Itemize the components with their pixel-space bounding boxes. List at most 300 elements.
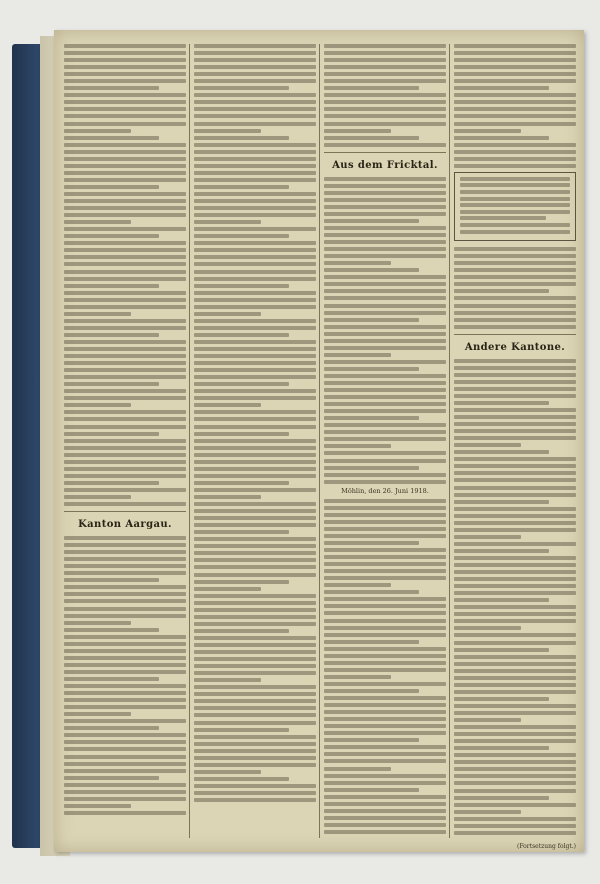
text-line	[324, 205, 446, 209]
text-line	[454, 380, 576, 384]
text-line	[324, 44, 446, 48]
text-line	[324, 254, 446, 258]
text-line	[324, 541, 419, 545]
text-line	[194, 453, 316, 457]
text-line	[454, 114, 576, 118]
text-line	[194, 643, 316, 647]
text-line	[454, 296, 576, 300]
text-line	[454, 584, 576, 588]
text-line	[64, 488, 186, 492]
text-line	[324, 65, 446, 69]
text-line	[460, 183, 570, 187]
text-line	[324, 466, 419, 470]
text-line	[454, 535, 521, 539]
text-line	[324, 444, 391, 448]
text-line	[64, 248, 186, 252]
text-line	[194, 206, 316, 210]
text-line	[64, 578, 159, 582]
text-line	[194, 382, 289, 386]
text-line	[194, 136, 289, 140]
text-line	[194, 763, 316, 767]
text-line	[454, 500, 549, 504]
text-line	[64, 368, 186, 372]
text-line	[194, 706, 316, 710]
text-line	[194, 241, 316, 245]
text-line	[194, 587, 261, 591]
text-line	[454, 598, 549, 602]
text-line	[324, 143, 446, 147]
text-line	[194, 502, 316, 506]
text-line	[64, 220, 131, 224]
text-line	[194, 509, 316, 513]
text-line	[460, 216, 546, 220]
text-line	[64, 460, 186, 464]
text-line	[454, 44, 576, 48]
text-line	[324, 107, 446, 111]
text-line	[324, 583, 391, 587]
text-line	[454, 704, 576, 708]
text-line	[454, 605, 576, 609]
text-line	[194, 798, 316, 802]
text-line	[324, 611, 446, 615]
dateline: Möhlin, den 26. Juni 1918.	[341, 486, 429, 495]
text-line	[64, 410, 186, 414]
text-line	[324, 177, 446, 181]
text-line	[460, 197, 570, 201]
text-line	[194, 650, 316, 654]
text-line	[324, 79, 446, 83]
text-line	[324, 654, 446, 658]
text-line	[194, 199, 316, 203]
text-line	[454, 100, 576, 104]
text-line	[194, 375, 316, 379]
text-line	[454, 254, 576, 258]
text-line	[64, 199, 186, 203]
text-line	[64, 86, 159, 90]
text-line	[454, 387, 576, 391]
text-line	[194, 93, 316, 97]
text-line	[454, 58, 576, 62]
text-line	[454, 325, 576, 329]
text-line	[64, 571, 186, 575]
text-line	[194, 143, 316, 147]
text-line	[64, 705, 186, 709]
text-line	[194, 749, 316, 753]
column-rule	[319, 44, 320, 838]
text-line	[454, 51, 576, 55]
text-line	[64, 599, 186, 603]
text-line	[64, 726, 159, 730]
text-line	[194, 129, 261, 133]
text-line	[324, 198, 446, 202]
text-line	[194, 403, 261, 407]
text-line	[64, 255, 186, 259]
text-line	[64, 79, 186, 83]
text-line	[454, 732, 576, 736]
text-line	[324, 261, 391, 265]
text-line	[454, 436, 576, 440]
text-line	[64, 621, 131, 625]
text-line	[64, 550, 186, 554]
text-line	[194, 488, 316, 492]
text-line	[194, 227, 316, 231]
text-line	[324, 296, 446, 300]
text-line	[324, 318, 419, 322]
text-line	[194, 629, 289, 633]
newspaper-page	[54, 30, 584, 852]
text-line	[194, 784, 316, 788]
text-line	[324, 710, 446, 714]
text-line	[454, 429, 576, 433]
text-line	[324, 332, 446, 336]
text-line	[454, 521, 576, 525]
text-line	[194, 565, 316, 569]
text-line	[194, 319, 316, 323]
text-line	[64, 762, 186, 766]
text-line	[64, 375, 186, 379]
text-line	[194, 551, 316, 555]
text-line	[324, 597, 446, 601]
text-line	[324, 437, 446, 441]
text-line	[460, 203, 570, 207]
text-line	[324, 724, 446, 728]
text-line	[194, 396, 316, 400]
text-line	[64, 213, 186, 217]
text-line	[324, 506, 446, 510]
text-line	[324, 402, 446, 406]
text-line	[194, 728, 289, 732]
text-line	[64, 340, 186, 344]
text-line	[454, 648, 549, 652]
text-line	[324, 275, 446, 279]
text-line	[454, 781, 576, 785]
text-line	[324, 395, 446, 399]
text-line	[454, 528, 576, 532]
text-line	[64, 691, 186, 695]
text-line	[454, 767, 576, 771]
text-line	[194, 544, 316, 548]
text-line	[64, 446, 186, 450]
text-line	[324, 311, 446, 315]
text-line	[454, 690, 576, 694]
text-line	[64, 607, 186, 611]
text-line	[324, 388, 446, 392]
text-line	[64, 157, 186, 161]
text-line	[64, 474, 186, 478]
text-line	[194, 558, 316, 562]
text-line	[324, 459, 446, 463]
text-line	[324, 212, 446, 216]
text-line	[454, 774, 576, 778]
text-line	[324, 640, 419, 644]
text-line	[64, 740, 186, 744]
text-line	[194, 389, 316, 393]
text-line	[64, 164, 186, 168]
text-line	[454, 282, 576, 286]
text-line	[324, 100, 446, 104]
text-line	[454, 268, 576, 272]
text-line	[64, 635, 186, 639]
text-line	[194, 298, 316, 302]
text-line	[454, 641, 576, 645]
text-line	[324, 689, 419, 693]
text-line	[324, 682, 446, 686]
text-line	[64, 72, 186, 76]
column-rule	[189, 44, 190, 838]
text-line	[454, 556, 576, 560]
text-line	[194, 735, 316, 739]
text-line	[454, 549, 549, 553]
text-line	[194, 262, 316, 266]
text-line	[194, 58, 316, 62]
text-line	[194, 573, 316, 577]
text-line	[194, 234, 289, 238]
text-line	[64, 698, 186, 702]
text-line	[454, 450, 549, 454]
text-line	[324, 282, 446, 286]
text-line	[324, 191, 446, 195]
text-line	[194, 122, 316, 126]
text-line	[64, 262, 186, 266]
text-line	[64, 502, 186, 506]
text-line	[194, 185, 289, 189]
text-line	[454, 570, 576, 574]
text-line	[194, 608, 316, 612]
text-line	[454, 401, 549, 405]
text-line	[64, 733, 186, 737]
text-line	[454, 803, 576, 807]
text-line	[324, 122, 446, 126]
text-line	[324, 219, 419, 223]
text-line	[194, 622, 316, 626]
text-line	[324, 339, 446, 343]
text-line	[194, 713, 316, 717]
text-line	[324, 788, 419, 792]
text-line	[64, 291, 186, 295]
text-line	[324, 633, 446, 637]
text-line	[324, 767, 391, 771]
text-line	[194, 417, 316, 421]
text-line	[64, 234, 159, 238]
text-line	[194, 248, 316, 252]
text-line	[324, 562, 446, 566]
text-line	[454, 366, 576, 370]
text-line	[454, 150, 576, 154]
text-line	[194, 51, 316, 55]
text-line	[324, 668, 446, 672]
text-line	[194, 467, 316, 471]
text-line	[324, 576, 446, 580]
text-line	[194, 164, 316, 168]
text-line	[324, 233, 446, 237]
text-line	[194, 79, 316, 83]
text-line	[194, 340, 316, 344]
text-line	[324, 774, 446, 778]
text-line	[460, 190, 570, 194]
text-line	[454, 753, 576, 757]
text-line	[64, 44, 186, 48]
text-line	[454, 311, 576, 315]
text-line	[64, 65, 186, 69]
text-line	[324, 86, 419, 90]
text-line	[454, 247, 576, 251]
text-line	[194, 699, 316, 703]
text-line	[64, 425, 186, 429]
text-line	[194, 594, 316, 598]
text-line	[194, 615, 316, 619]
text-line	[324, 738, 419, 742]
text-line	[324, 759, 446, 763]
text-line	[64, 354, 186, 358]
text-line	[454, 157, 576, 161]
section-divider	[64, 511, 186, 512]
text-line	[64, 319, 186, 323]
text-line	[454, 746, 549, 750]
text-line	[194, 777, 289, 781]
text-line	[64, 150, 186, 154]
text-line	[194, 305, 316, 309]
text-line	[64, 100, 186, 104]
text-line	[64, 663, 186, 667]
text-line	[64, 417, 186, 421]
column-rule	[449, 44, 450, 838]
text-line	[194, 114, 316, 118]
text-line	[64, 396, 186, 400]
text-line	[324, 136, 419, 140]
text-line	[324, 752, 446, 756]
text-line	[454, 718, 521, 722]
text-line	[64, 585, 186, 589]
text-line	[454, 633, 576, 637]
text-line	[324, 809, 446, 813]
text-line	[64, 783, 186, 787]
column-1	[64, 44, 186, 844]
text-line	[64, 284, 159, 288]
text-line	[64, 453, 186, 457]
text-line	[64, 467, 186, 471]
text-line	[324, 304, 446, 308]
text-line	[324, 802, 446, 806]
text-line	[324, 520, 446, 524]
text-line	[454, 457, 576, 461]
text-line	[324, 226, 446, 230]
text-line	[454, 79, 576, 83]
text-line	[64, 747, 186, 751]
text-line	[194, 284, 289, 288]
text-line	[194, 664, 316, 668]
text-line	[454, 304, 576, 308]
text-line	[454, 164, 576, 168]
text-line	[454, 318, 576, 322]
text-line	[324, 451, 446, 455]
text-line	[64, 656, 186, 660]
text-line	[194, 213, 316, 217]
text-line	[64, 129, 131, 133]
text-line	[64, 333, 159, 337]
text-line	[194, 44, 316, 48]
section-divider	[324, 152, 446, 153]
text-line	[454, 669, 576, 673]
text-line	[64, 811, 186, 815]
text-line	[454, 422, 576, 426]
text-line	[64, 298, 186, 302]
text-line	[454, 136, 549, 140]
text-line	[324, 346, 446, 350]
text-line	[194, 410, 316, 414]
text-line	[194, 671, 316, 675]
text-line	[194, 150, 316, 154]
text-line	[324, 619, 446, 623]
text-line	[194, 446, 316, 450]
text-line	[194, 678, 261, 682]
notice-box	[454, 172, 576, 241]
text-line	[194, 65, 316, 69]
text-line	[194, 171, 316, 175]
text-line	[324, 114, 446, 118]
text-line	[194, 361, 316, 365]
text-line	[64, 670, 186, 674]
text-line	[64, 614, 186, 618]
column-4	[454, 44, 576, 844]
text-line	[64, 192, 186, 196]
text-line	[324, 409, 446, 413]
text-line	[194, 333, 289, 337]
text-line	[64, 347, 186, 351]
text-line	[64, 719, 186, 723]
text-line	[324, 647, 446, 651]
text-line	[194, 107, 316, 111]
text-line	[194, 523, 316, 527]
text-line	[454, 655, 576, 659]
text-line	[324, 830, 446, 834]
text-line	[324, 717, 446, 721]
text-line	[194, 692, 316, 696]
text-line	[324, 374, 446, 378]
text-line	[64, 312, 131, 316]
section-divider	[454, 334, 576, 335]
text-line	[454, 824, 576, 828]
text-line	[64, 107, 186, 111]
text-line	[194, 770, 261, 774]
text-line	[64, 536, 186, 540]
text-line	[324, 430, 446, 434]
text-line	[64, 178, 186, 182]
text-line	[454, 796, 549, 800]
text-line	[64, 122, 186, 126]
text-line	[64, 185, 159, 189]
text-line	[64, 543, 186, 547]
text-line	[454, 471, 576, 475]
text-line	[194, 178, 316, 182]
text-line	[194, 157, 316, 161]
text-line	[194, 347, 316, 351]
text-line	[324, 268, 419, 272]
text-line	[194, 86, 289, 90]
text-line	[454, 514, 576, 518]
text-line	[324, 51, 446, 55]
text-line	[64, 439, 186, 443]
text-line	[454, 129, 521, 133]
text-line	[324, 590, 419, 594]
text-line	[454, 408, 576, 412]
text-line	[194, 277, 316, 281]
text-line	[454, 107, 576, 111]
text-line	[454, 817, 576, 821]
text-line	[64, 564, 186, 568]
text-line	[454, 373, 576, 377]
text-line	[454, 831, 576, 835]
text-line	[324, 696, 446, 700]
